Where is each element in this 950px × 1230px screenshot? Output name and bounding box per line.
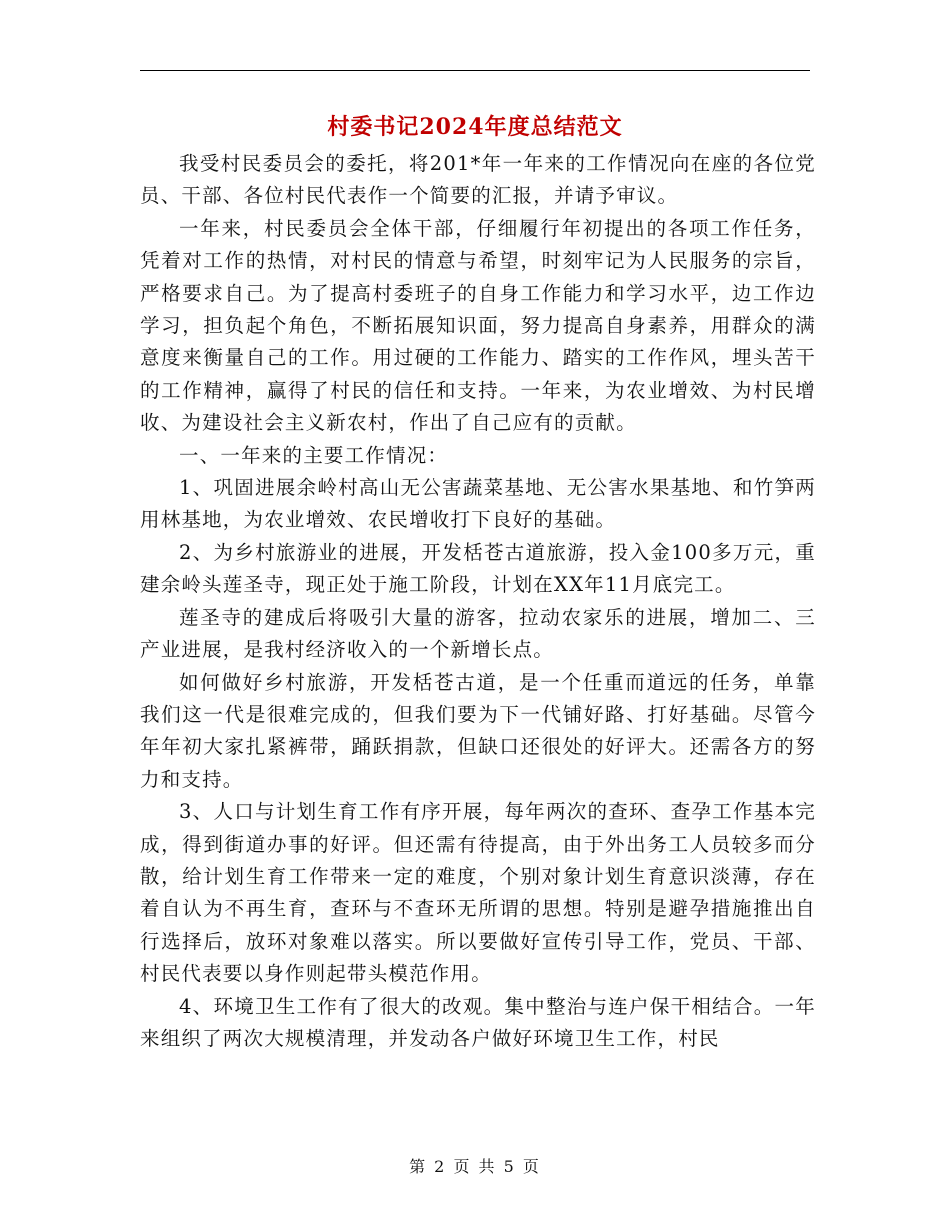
- paragraph-overview: 一年来，村民委员会全体干部，仔细履行年初提出的各项工作任务，凭着对工作的热情，对村民的情意与希望，时刻牢记为人民服务的宗旨，严格要求自己。为了提高村委班子的自身工作能力和学习水平，边工作边学习，担负起个角色，不断拓展知识面，努力提高自身素养，用群众的满意度来衡量自己的工作。用过硬的工作能力、踏实的工作作风，埋头苦干的工作精神，赢得了村民的信任和支持。一年来，为农业增效、为村民增收、为建设社会主义新农村，作出了自己应有的贡献。: [140, 216, 816, 435]
- header-rule: [140, 70, 810, 71]
- paragraph-item-2: 2、为乡村旅游业的进展，开发栝苍古道旅游，投入金100多万元，重建余岭头莲圣寺，现正处于施工阶段，计划在XX年11月底完工。: [140, 540, 816, 597]
- paragraph-tourism: 如何做好乡村旅游，开发栝苍古道，是一个任重而道远的任务，单靠我们这一代是很难完成的，但我们要为下一代铺好路、打好基础。尽管今年年初大家扎紧裤带，踊跃捐款，但缺口还很处的好评大。还需各方的努力和支持。: [140, 670, 816, 791]
- page-number-footer: 第 2 页 共 5 页: [409, 1157, 541, 1176]
- paragraph-intro: 我受村民委员会的委托，将201*年一年来的工作情况向在座的各位党员、干部、各位村民代表作一个简要的汇报，并请予审议。: [140, 152, 816, 208]
- paragraph-item-4: 4、环境卫生工作有了很大的改观。集中整治与连户保干相结合。一年来组织了两次大规模清理，并发动各户做好环境卫生工作，村民: [140, 994, 816, 1050]
- paragraph-item-3: 3、人口与计划生育工作有序开展，每年两次的查环、查孕工作基本完成，得到街道办事的好评。但还需有待提高，由于外出务工人员较多而分散，给计划生育工作带来一定的难度，个别对象计划生育意识淡薄，存在着自认为不再生育，查环与不查环无所谓的思想。特别是避孕措施推出自行选择后，放环对象难以落实。所以要做好宣传引导工作，党员、干部、村民代表要以身作则起带头模范作用。: [140, 800, 816, 986]
- paragraph-temple: 莲圣寺的建成后将吸引大量的游客，拉动农家乐的进展，增加二、三产业进展，是我村经济收入的一个新增长点。: [140, 605, 816, 662]
- document-title: 村委书记2024年度总结范文: [327, 114, 623, 140]
- paragraph-item-1: 1、巩固进展余岭村高山无公害蔬菜基地、无公害水果基地、和竹笋两用林基地，为农业增效、农民增收打下良好的基础。: [140, 476, 816, 532]
- document-body: [140, 148, 816, 1055]
- section-heading-main-work: 一、一年来的主要工作情况：: [179, 443, 449, 467]
